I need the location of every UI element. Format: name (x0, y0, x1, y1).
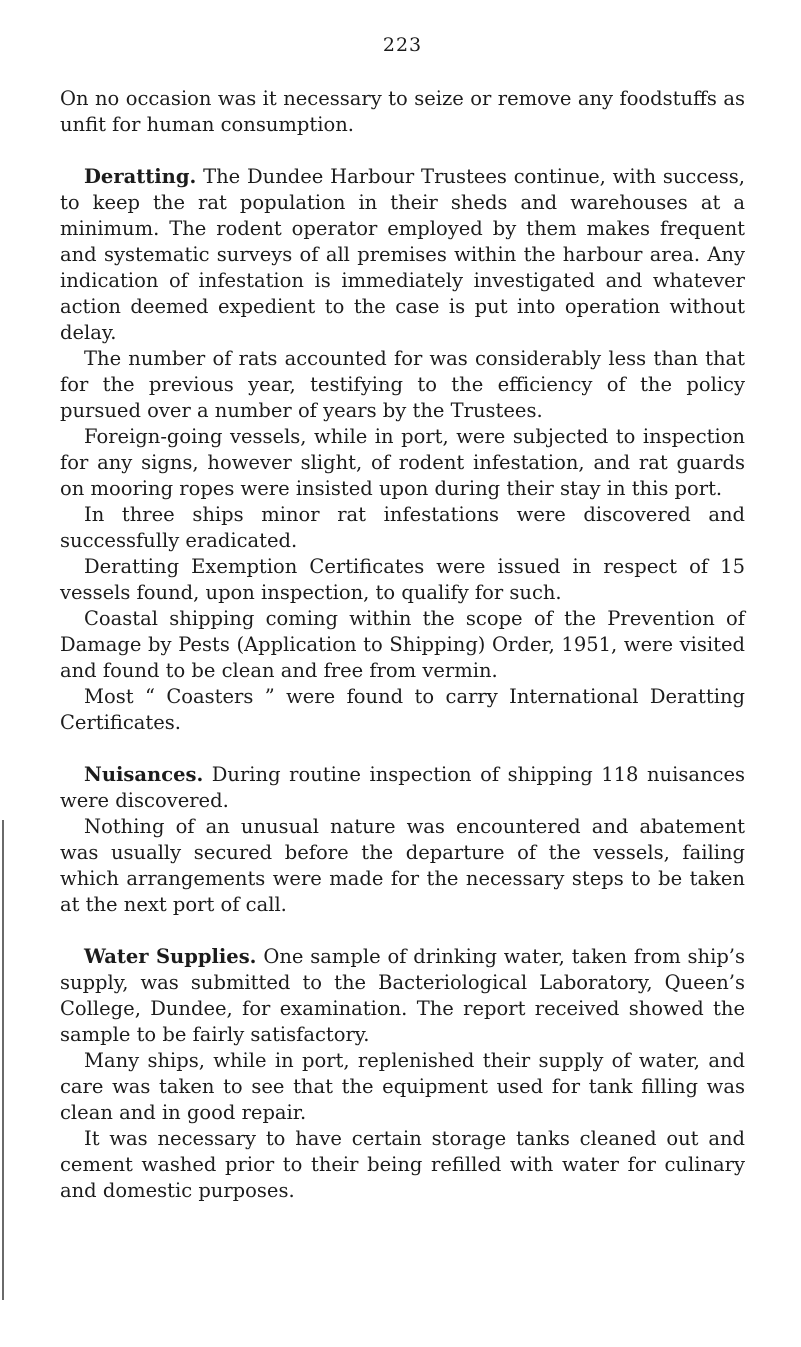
paragraph-text: Most “ Coasters ” were found to carry International Deratting Certificates. (60, 685, 745, 734)
section-water-supplies (60, 944, 745, 1048)
section-heading: Water Supplies. (84, 945, 257, 968)
paragraph-rat-numbers (60, 346, 745, 424)
paragraph-text: Nothing of an unusual nature was encountered and abatement was usually secured before the departure of the vessels, failing which arrangements were made for the necessary steps to be taken at the next port of call. (60, 815, 745, 916)
paragraph-foodstuffs (60, 86, 745, 138)
page-edge-mark (2, 820, 4, 1300)
paragraph-text: One sample of drinking water, taken from ship’s supply, was submitted to the Bacteriological Laboratory, Queen’s College, Dundee, for examination. The report received showed the sample to be fairly satisfactory. (60, 945, 746, 1046)
paragraph-text: Foreign-going vessels, while in port, were subjected to inspection for any signs, however slight, of rodent infestation, and rat guards on mooring ropes were insisted upon during their stay in this port. (60, 425, 745, 500)
paragraph-text: On no occasion was it necessary to seize or remove any foodstuffs as unfit for human consumption. (60, 87, 745, 136)
paragraph-exemption-certificates (60, 554, 745, 606)
section-heading: Nuisances. (84, 763, 204, 786)
section-deratting (60, 164, 745, 346)
paragraph-text: Deratting Exemption Certificates were issued in respect of 15 vessels found, upon inspection, to qualify for such. (60, 555, 745, 604)
paragraph-text: In three ships minor rat infestations were discovered and successfully eradicated. (60, 503, 745, 552)
paragraph-text: During routine inspection of shipping 118 nuisances were discovered. (60, 763, 745, 812)
section-nuisances (60, 762, 745, 814)
section-heading: Deratting. (84, 165, 197, 188)
paragraph-water-replenish (60, 1048, 745, 1126)
paragraph-coasters (60, 684, 745, 736)
paragraph-text: The Dundee Harbour Trustees continue, with success, to keep the rat population in their sheds and warehouses at a minimum. The rodent operator employed by them makes frequent and systematic surveys of all premises within the harbour area. Any indication of infestation is immediately investigated and whatever action deemed expedient to the case is put into operation without delay. (60, 165, 746, 344)
paragraph-minor-infestations (60, 502, 745, 554)
page-number: 223 (382, 34, 423, 56)
document-page (60, 34, 745, 1204)
paragraph-text: It was necessary to have certain storage tanks cleaned out and cement washed prior to their being refilled with water for culinary and domestic purposes. (60, 1127, 745, 1202)
paragraph-abatement (60, 814, 745, 918)
paragraph-text: Many ships, while in port, replenished their supply of water, and care was taken to see that the equipment used for tank filling was clean and in good repair. (60, 1049, 745, 1124)
paragraph-text: Coastal shipping coming within the scope of the Prevention of Damage by Pests (Application to Shipping) Order, 1951, were visited and found to be clean and free from vermin. (60, 607, 745, 682)
paragraph-foreign-vessels (60, 424, 745, 502)
paragraph-coastal-shipping (60, 606, 745, 684)
paragraph-text: The number of rats accounted for was considerably less than that for the previous year, testifying to the efficiency of the policy pursued over a number of years by the Trustees. (60, 347, 745, 422)
paragraph-storage-tanks (60, 1126, 745, 1204)
